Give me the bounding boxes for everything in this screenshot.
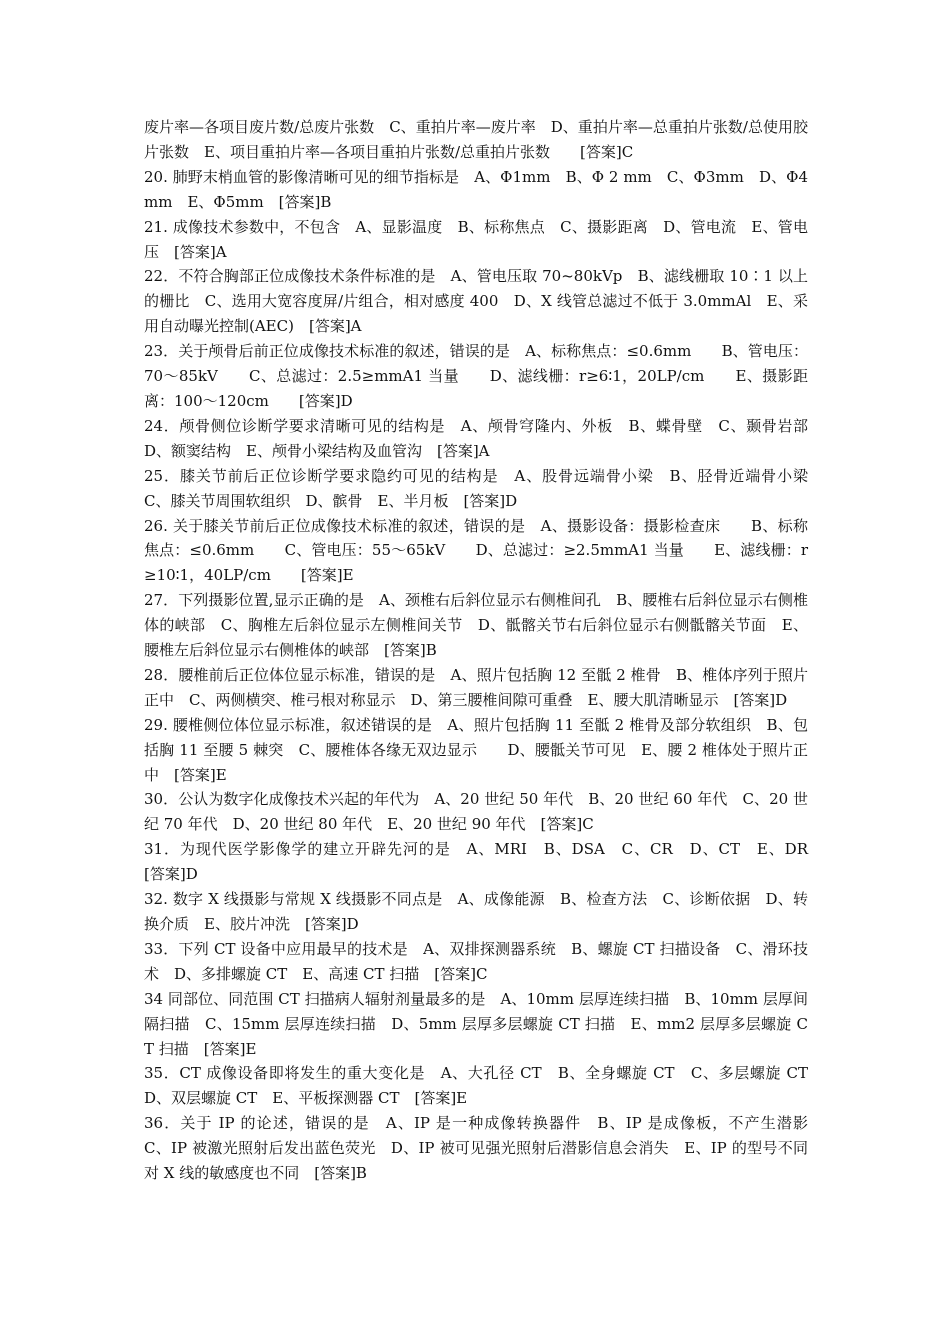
question-36: 36．关于 IP 的论述，错误的是 A、IP 是一种成像转换器件 B、IP 是成像板，不产生潜影 C、IP 被激光照射后发出蓝色荧光 D、IP 被可见强光照射后潜影信息会消失 E、IP 的型号不同对 X 线的敏感度也不同 [答案]B [144, 1114, 839, 1183]
question-22: 22．不符合胸部正位成像技术条件标准的是 A、管电压取 70~80kVp B、滤线栅取 10∶1 以上的栅比 C、选用大宽容度屏/片组合，相对感度 400 D、X 线管总滤过不低于 3.0mmAl E、采用自动曝光控制(AEC) [答案]A [144, 267, 808, 336]
question-20: 20. 肺野末梢血管的影像清晰可见的细节指标是 A、Φ1mm B、Φ 2 mm C、Φ3mm D、Φ4mm E、Φ5mm [答案]B [144, 167, 808, 211]
question-32: 32. 数字 X 线摄影与常规 X 线摄影不同点是 A、成像能源 B、检查方法 C、诊断依据 D、转换介质 E、胶片冲洗 [答案]D [144, 890, 808, 933]
question-21: 21. 成像技术参数中，不包含 A、显影温度 B、标称焦点 C、摄影距离 D、管电流 E、管电压 [答案]A [144, 217, 808, 261]
question-33: 33．下列 CT 设备中应用最早的技术是 A、双排探测器系统 B、螺旋 CT 扫描设备 C、滑环技术 D、多排螺旋 CT E、高速 CT 扫描 [答案]C [144, 939, 808, 983]
question-23: 23．关于颅骨后前正位成像技术标准的叙述，错误的是 A、标称焦点：≤0.6mm B、管电压：70～85kV C、总滤过：2.5≥mmA1 当量 D、滤线栅：r≥6∶1，20LP/cm E、摄影距离：100～120cm [答案]D [144, 342, 808, 410]
question-26: 26. 关于膝关节前后正位成像技术标准的叙述，错误的是 A、摄影设备：摄影检查床 B、标称焦点：≤0.6mm C、管电压：55～65kV D、总滤过：≥2.5mmA1 当量 E、滤线栅：r≥10∶1，40LP/cm [答案]E [144, 516, 808, 585]
question-29: 29. 腰椎侧位体位显示标准，叙述错误的是 A、照片包括胸 11 至骶 2 椎骨及部分软组织 B、包括胸 11 至腰 5 棘突 C、腰椎体各缘无双边显示 D、腰骶关节可见 E、腰 2 椎体处于照片正中 [答案]E [144, 715, 808, 784]
question-19-tail: 废片率—各项目废片数/总废片张数 C、重拍片率—废片率 D、重拍片率—总重拍片张数/总使用胶片张数 E、项目重拍片率—各项目重拍片张数/总重拍片张数 [答案]C [144, 118, 808, 161]
question-list [144, 115, 839, 1186]
question-25: 25．膝关节前后正位诊断学要求隐约可见的结构是 A、股骨远端骨小梁 B、胫骨近端骨小梁 C、膝关节周围软组织 D、髌骨 E、半月板 [答案]D [144, 466, 824, 510]
question-34: 34 同部位、同范围 CT 扫描病人辐射剂量最多的是 A、10mm 层厚连续扫描 B、10mm 层厚间隔扫描 C、15mm 层厚连续扫描 D、5mm 层厚多层螺旋 CT 扫描 E、mm2 层厚多层螺旋 CT 扫描 [答案]E [144, 989, 808, 1058]
question-24: 24．颅骨侧位诊断学要求清晰可见的结构是 A、颅骨穹隆内、外板 B、蝶骨壁 C、颞骨岩部 D、额窦结构 E、颅骨小梁结构及血管沟 [答案]A [144, 416, 824, 460]
question-35: 35．CT 成像设备即将发生的重大变化是 A、大孔径 CT B、全身螺旋 CT C、多层螺旋 CT D、双层螺旋 CT E、平板探测器 CT [答案]E [144, 1064, 824, 1108]
question-30: 30．公认为数字化成像技术兴起的年代为 A、20 世纪 50 年代 B、20 世纪 60 年代 C、20 世纪 70 年代 D、20 世纪 80 年代 E、20 世纪 90 年代 [答案]C [144, 790, 808, 834]
question-31: 31．为现代医学影像学的建立开辟先河的是 A、MRI B、DSA C、CR D、CT E、DR [答案]D [144, 840, 824, 884]
question-27: 27．下列摄影位置,显示正确的是 A、颈椎右后斜位显示右侧椎间孔 B、腰椎右后斜位显示右侧椎体的峡部 C、胸椎左后斜位显示左侧椎间关节 D、骶髂关节右后斜位显示右侧骶髂关节面 E、腰椎左后斜位显示右侧椎体的峡部 [答案]B [144, 591, 808, 660]
question-28: 28．腰椎前后正位体位显示标准，错误的是 A、照片包括胸 12 至骶 2 椎骨 B、椎体序列于照片正中 C、两侧横突、椎弓根对称显示 D、第三腰椎间隙可重叠 E、腰大肌清晰显示 [答案]D [144, 665, 808, 709]
